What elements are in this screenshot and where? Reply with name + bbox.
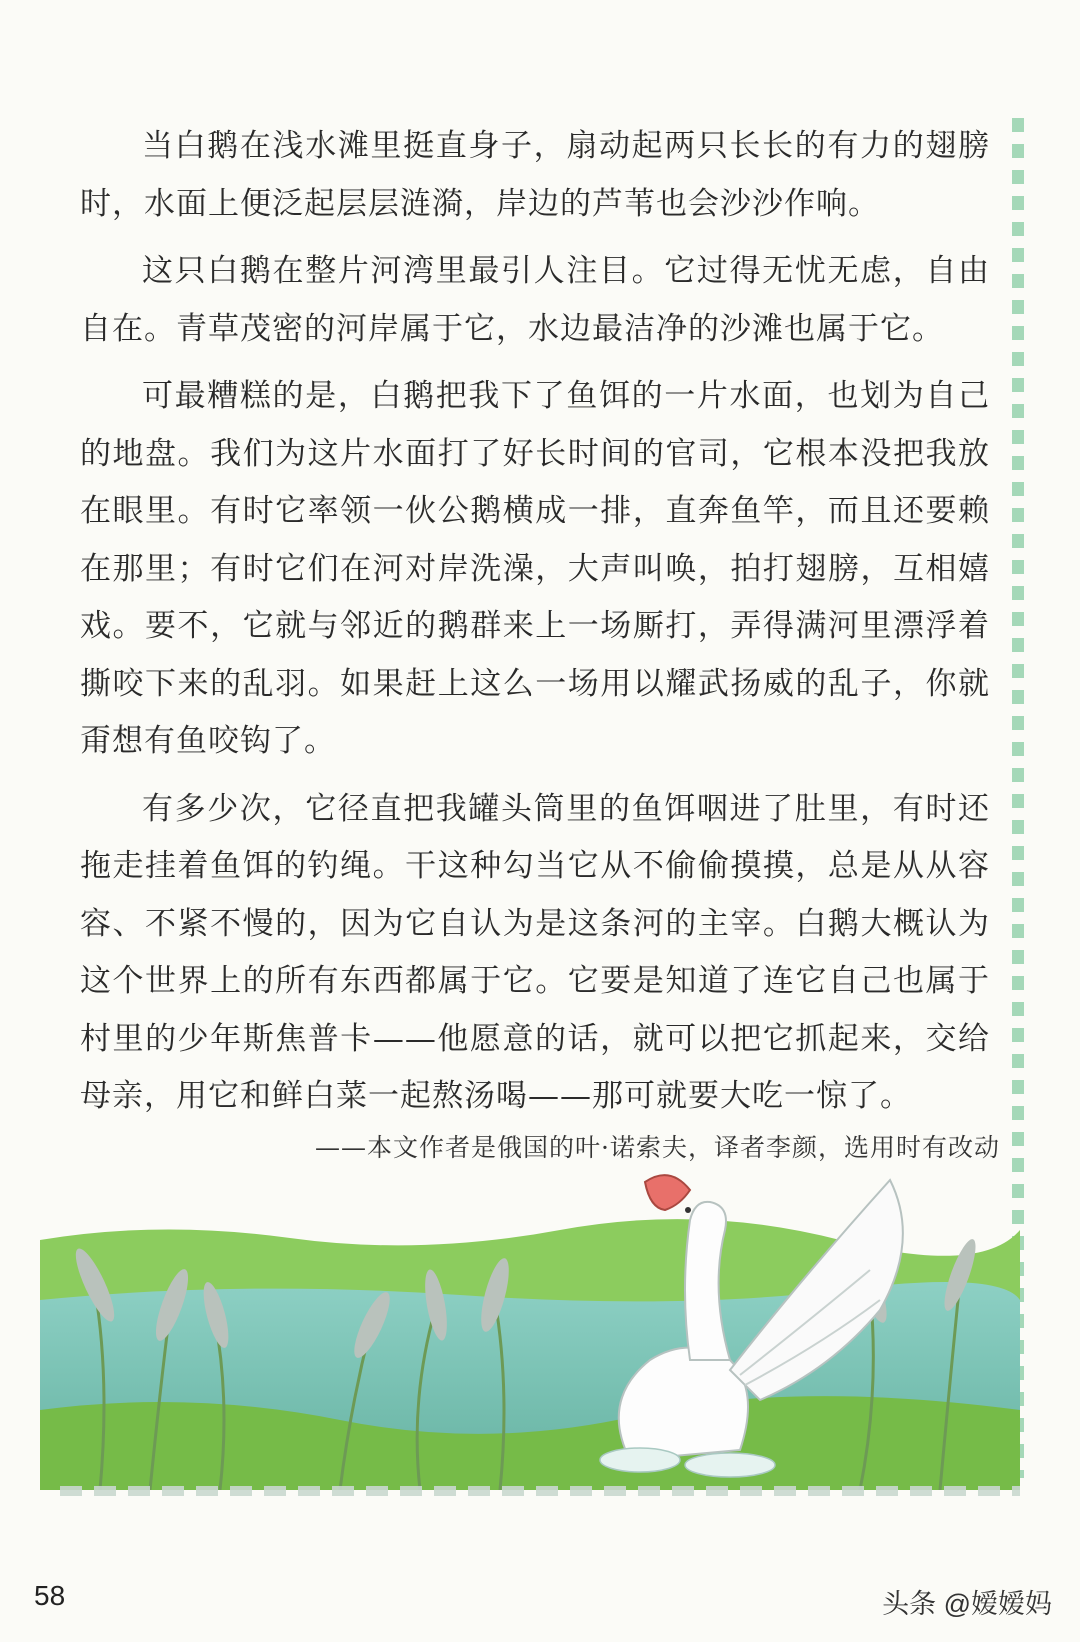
paragraph-1: 当白鹅在浅水滩里挺直身子，扇动起两只长长的有力的翅膀时，水面上便泛起层层涟漪，岸边的芦苇也会沙沙作响。 <box>80 128 990 222</box>
author-attribution: ——本文作者是俄国的叶·诺索夫，译者李颜，选用时有改动 <box>315 1133 1000 1162</box>
page-number: 58 <box>34 1580 66 1611</box>
story-text <box>80 118 990 1136</box>
goose-river-illustration <box>40 1160 1020 1490</box>
paragraph-2: 这只白鹅在整片河湾里最引人注目。它过得无忧无虑，自由自在。青草茂密的河岸属于它，水边最洁净的沙滩也属于它。 <box>80 253 990 347</box>
watermark: 头条 @嫒嫒妈 <box>882 1589 1052 1619</box>
paragraph-4: 有多少次，它径直把我罐头筒里的鱼饵咽进了肚里，有时还拖走挂着鱼饵的钓绳。干这种勾当它从不偷偷摸摸，总是从从容容、不紧不慢的，因为它自认为是这条河的主宰。白鹅大概认为这个世界上的所有东西都属于它。它要是知道了连它自己也属于村里的少年斯焦普卡——他愿意的话，就可以把它抓起来，交给母亲，用它和鲜白菜一起熬汤喝——那可就要大吃一惊了。 <box>80 790 990 1114</box>
paragraph-3: 可最糟糕的是，白鹅把我下了鱼饵的一片水面，也划为自己的地盘。我们为这片水面打了好长时间的官司，它根本没把我放在眼里。有时它率领一伙公鹅横成一排，直奔鱼竿，而且还要赖在那里；有时它们在河对岸洗澡，大声叫唤，拍打翅膀，互相嬉戏。要不，它就与邻近的鹅群来上一场厮打，弄得满河里漂浮着撕咬下来的乱羽。如果赶上这么一场用以耀武扬威的乱子，你就甭想有鱼咬钩了。 <box>80 378 990 759</box>
dashed-border-bottom <box>60 1486 1020 1496</box>
